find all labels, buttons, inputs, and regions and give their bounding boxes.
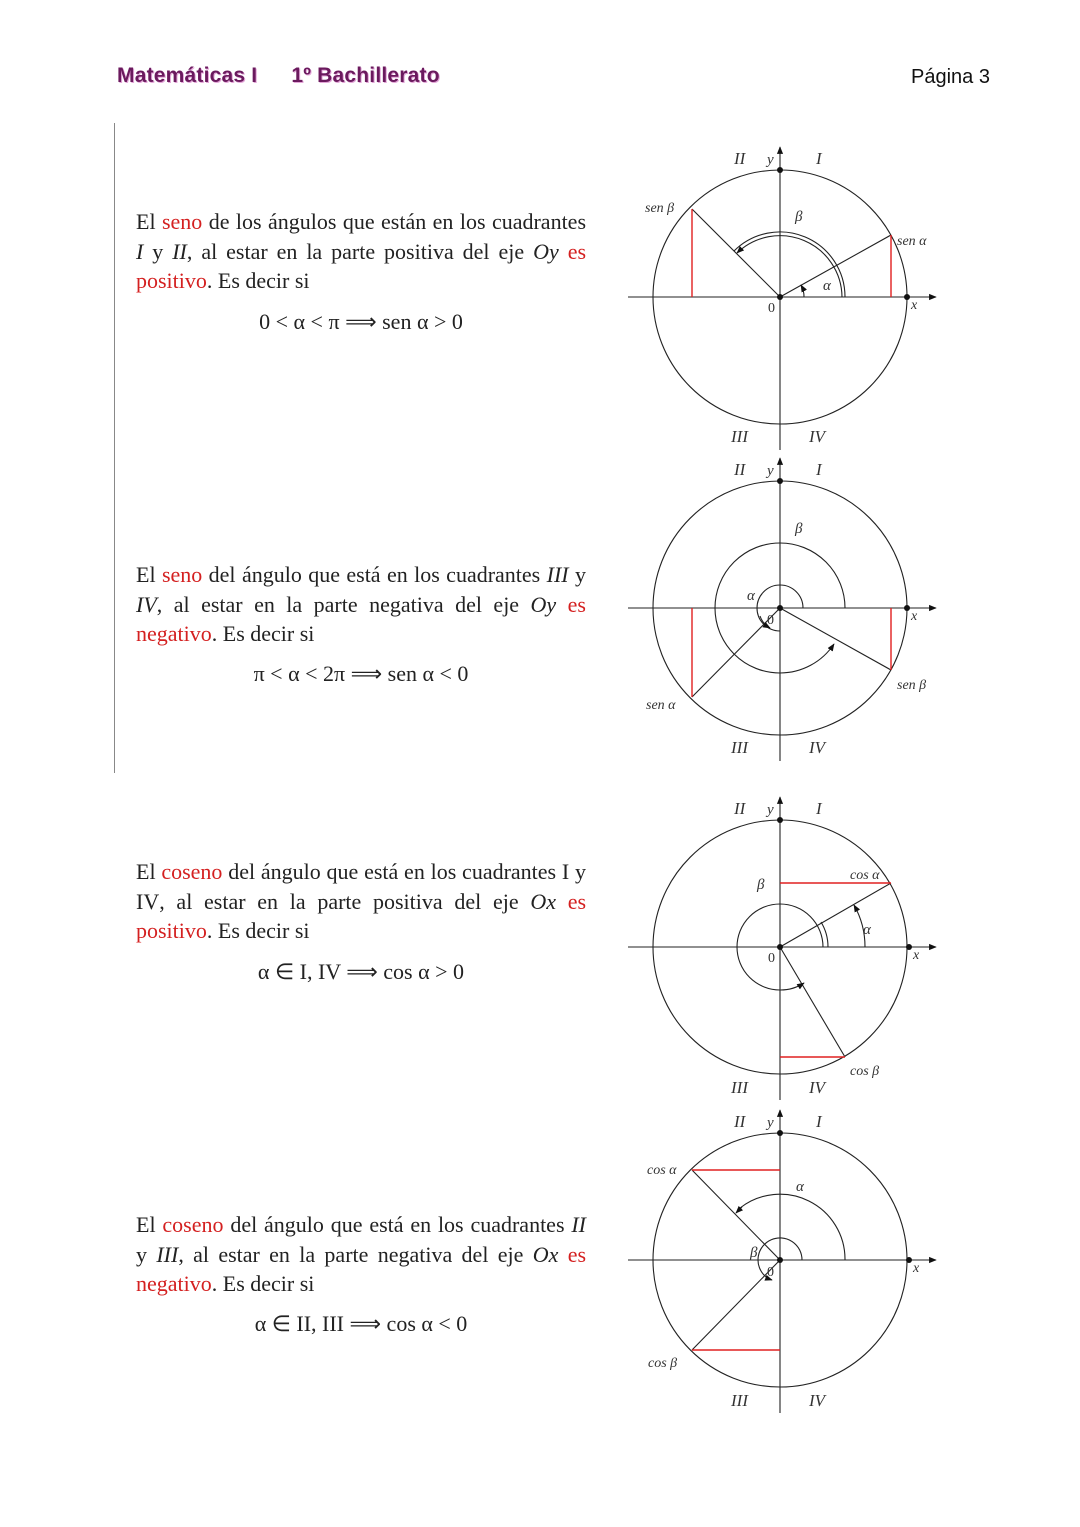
label-quadrant-III: III <box>731 427 748 446</box>
unit-circle-coseno-positivo <box>620 795 950 1105</box>
label-axis-x: x <box>913 948 920 963</box>
label-cos-alpha: cos α <box>647 1163 677 1178</box>
unit-circle-seno-negativo <box>620 456 950 766</box>
label-quadrant-I: I <box>816 799 822 818</box>
label-axis-y: y <box>767 152 774 168</box>
label-alpha: α <box>863 922 871 938</box>
label-quadrant-II: II <box>734 460 746 479</box>
label-quadrant-III: III <box>731 738 748 757</box>
unit-circle-coseno-negativo <box>620 1108 950 1418</box>
formula-seno-positivo: 0 < α < π ⟹ sen α > 0 <box>259 309 463 334</box>
label-quadrant-II: II <box>734 149 746 168</box>
label-beta: β <box>757 877 765 893</box>
label-quadrant-I: I <box>816 460 822 479</box>
keyword-sign: es positivo <box>136 888 587 943</box>
label-alpha: α <box>796 1179 804 1195</box>
label-sen-beta: sen β <box>645 201 675 216</box>
label-quadrant-I: I <box>816 1112 822 1131</box>
label-quadrant-IV: IV <box>809 738 826 757</box>
subject-title: Matemáticas I <box>117 64 258 87</box>
keyword-seno: seno <box>161 562 203 587</box>
label-alpha: α <box>823 278 831 294</box>
label-axis-x: x <box>911 298 918 313</box>
label-quadrant-II: II <box>734 799 746 818</box>
label-cos-beta: cos β <box>648 1356 678 1371</box>
keyword-sign: es negativo <box>136 1241 587 1296</box>
label-origin: 0 <box>768 301 775 316</box>
paragraph-coseno-negativo: El coseno del ángulo que está en los cuadrantes II y III, al estar en la parte negativa del eje Ox es negativo. Es decir si <box>136 1212 587 1296</box>
label-origin: 0 <box>767 613 774 628</box>
label-axis-x: x <box>913 1261 920 1276</box>
page-number: Página 3 <box>911 66 990 88</box>
label-axis-y: y <box>767 463 774 479</box>
keyword-sign: es negativo <box>136 591 586 646</box>
label-beta: β <box>750 1245 758 1261</box>
course-title: 1º Bachillerato <box>291 64 440 87</box>
label-origin: 0 <box>768 951 775 966</box>
formula-coseno-negativo: α ∈ II, III ⟹ cos α < 0 <box>254 1311 468 1336</box>
label-quadrant-IV: IV <box>809 1391 826 1410</box>
label-cos-beta: cos β <box>850 1064 880 1079</box>
unit-circle-seno-positivo <box>620 145 950 455</box>
label-quadrant-III: III <box>731 1391 748 1410</box>
paragraph-coseno-positivo: El coseno del ángulo que está en los cuadrantes I y IV, al estar en la parte positiva del eje Ox es positivo. Es decir si <box>136 859 587 943</box>
label-quadrant-II: II <box>734 1112 746 1131</box>
label-sen-alpha: sen α <box>646 698 676 713</box>
keyword-coseno: coseno <box>161 859 223 884</box>
formula-seno-negativo: π < α < 2π ⟹ sen α < 0 <box>253 661 469 686</box>
label-quadrant-IV: IV <box>809 1078 826 1097</box>
paragraph-seno-positivo: El seno de los ángulos que están en los cuadrantes I y II, al estar en la parte positiva del eje Oy es positivo. Es decir si <box>136 209 587 293</box>
label-beta: β <box>795 209 803 225</box>
label-cos-alpha: cos α <box>850 868 880 883</box>
margin-rule <box>114 123 115 773</box>
label-quadrant-IV: IV <box>809 427 826 446</box>
label-sen-alpha: sen α <box>897 234 927 249</box>
label-origin: 0 <box>767 1265 774 1280</box>
label-beta: β <box>795 521 803 537</box>
label-axis-y: y <box>767 1115 774 1131</box>
label-sen-beta: sen β <box>897 678 927 693</box>
keyword-sign: es positivo <box>136 238 587 293</box>
label-quadrant-I: I <box>816 149 822 168</box>
label-axis-x: x <box>911 609 918 624</box>
keyword-coseno: coseno <box>162 1212 224 1237</box>
label-quadrant-III: III <box>731 1078 748 1097</box>
label-alpha: α <box>747 588 755 604</box>
keyword-seno: seno <box>161 209 203 234</box>
formula-coseno-positivo: α ∈ I, IV ⟹ cos α > 0 <box>257 959 465 984</box>
page-header <box>117 64 440 88</box>
paragraph-seno-negativo: El seno del ángulo que está en los cuadrantes III y IV, al estar en la parte negativa del eje Oy es negativo. Es decir si <box>136 562 586 646</box>
label-axis-y: y <box>767 802 774 818</box>
